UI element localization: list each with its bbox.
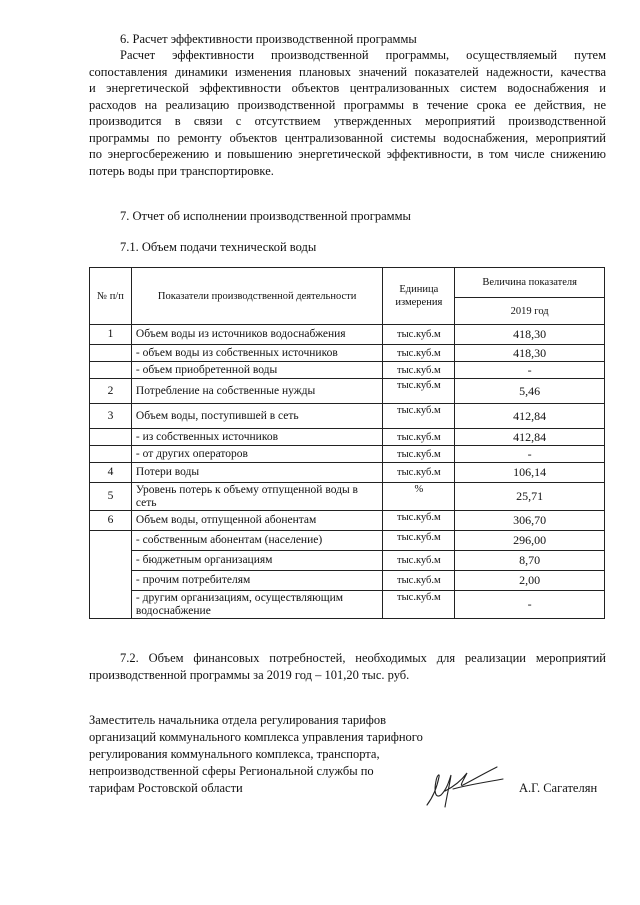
table-row: [90, 325, 605, 345]
row-value: 418,30: [455, 325, 605, 345]
header-year: 2019 год: [455, 298, 605, 325]
handwritten-signature: [423, 761, 505, 811]
row-value: 412,84: [455, 429, 605, 446]
row-num: [90, 429, 132, 446]
section7-2-line: производственной программы за 2019 год – 101,20 тыс. руб.: [89, 667, 410, 682]
section6-line: расходов на реализацию производственной программы в течение срока ее действия, не: [89, 97, 606, 112]
table-row: [90, 446, 605, 463]
row-unit: тыс.куб.м: [383, 404, 455, 429]
table-row: [90, 362, 605, 379]
row-value: -: [455, 591, 605, 619]
signer-position-line: организаций коммунального комплекса управления тарифного: [89, 730, 423, 744]
header-value-group: Величина показателя: [455, 268, 605, 298]
row-value: 412,84: [455, 404, 605, 429]
row-unit: тыс.куб.м: [383, 591, 455, 619]
signer-position-line: непроизводственной сферы Региональной службы по: [89, 764, 374, 778]
row-num: 2: [90, 379, 132, 404]
row-indicator: - от других операторов: [131, 446, 382, 463]
row-num: 6: [90, 511, 132, 531]
row-indicator: - объем воды из собственных источников: [131, 345, 382, 362]
table-row: [90, 591, 605, 619]
section6-line: производится в связи с отсутствием утвержденных мероприятий производственной: [89, 114, 606, 128]
row-unit: тыс.куб.м: [383, 531, 455, 551]
row-unit: %: [383, 483, 455, 511]
row-value: 8,70: [455, 551, 605, 571]
header-num: № п/п: [90, 268, 132, 325]
table-row: [90, 429, 605, 446]
row-indicator: Объем воды, поступившей в сеть: [131, 404, 382, 429]
section6-line: и энергетической эффективности объектов централизованных систем водоснабжения и: [89, 81, 606, 95]
row-num: 3: [90, 404, 132, 429]
row-indicator: - объем приобретенной воды: [131, 362, 382, 379]
water-supply-table: [89, 267, 605, 619]
table-row: [90, 483, 605, 511]
table-row: [90, 551, 605, 571]
row-indicator: Объем воды, отпущенной абонентам: [131, 511, 382, 531]
table-row: [90, 463, 605, 483]
row-unit: тыс.куб.м: [383, 551, 455, 571]
row-indicator: - прочим потребителям: [131, 571, 382, 591]
table-row: [90, 379, 605, 404]
row-indicator: Уровень потерь к объему отпущенной воды в сеть: [131, 483, 382, 511]
row-indicator: Потери воды: [131, 463, 382, 483]
row-num: [90, 531, 132, 619]
section7-1-heading: 7.1. Объем подачи технической воды: [120, 240, 317, 254]
row-num: [90, 446, 132, 463]
row-num: 5: [90, 483, 132, 511]
row-unit: тыс.куб.м: [383, 463, 455, 483]
row-value: 5,46: [455, 379, 605, 404]
row-value: -: [455, 362, 605, 379]
section6-line: Расчет эффективности производственной программы, осуществляемый путем: [120, 48, 606, 62]
row-unit: тыс.куб.м: [383, 379, 455, 404]
row-indicator: - другим организациям, осуществляющим водоснабжение: [131, 591, 382, 619]
row-num: 4: [90, 463, 132, 483]
row-unit: тыс.куб.м: [383, 446, 455, 463]
signer-position-line: тарифам Ростовской области: [89, 781, 243, 795]
row-unit: тыс.куб.м: [383, 571, 455, 591]
signer-name: А.Г. Сагателян: [519, 781, 598, 795]
row-indicator: - собственным абонентам (население): [131, 531, 382, 551]
row-indicator: Объем воды из источников водоснабжения: [131, 325, 382, 345]
row-value: 418,30: [455, 345, 605, 362]
row-unit: тыс.куб.м: [383, 511, 455, 531]
section6-heading: 6. Расчет эффективности производственной программы: [120, 32, 417, 46]
section6-line: программы по ремонту объектов централизованной системы водоснабжения, мероприятий: [89, 130, 606, 145]
row-unit: тыс.куб.м: [383, 345, 455, 362]
row-num: 1: [90, 325, 132, 345]
header-unit: Единица измерения: [383, 268, 455, 325]
row-indicator: - бюджетным организациям: [131, 551, 382, 571]
row-value: 296,00: [455, 531, 605, 551]
row-indicator: Потребление на собственные нужды: [131, 379, 382, 404]
section6-line: сопоставления динамики изменения плановых значений показателей надежности, качества: [89, 64, 606, 79]
row-value: 106,14: [455, 463, 605, 483]
section6-line: по энергосбережению и повышению энергетической эффективности, в том числе снижению: [89, 147, 606, 161]
header-indicator: Показатели производственной деятельности: [131, 268, 382, 325]
table-row: [90, 404, 605, 429]
table-row: [90, 531, 605, 551]
row-unit: тыс.куб.м: [383, 429, 455, 446]
row-value: -: [455, 446, 605, 463]
row-value: 25,71: [455, 483, 605, 511]
section7-2-line: 7.2. Объем финансовых потребностей, необходимых для реализации мероприятий: [120, 651, 606, 665]
table-row: [90, 345, 605, 362]
signer-position-line: Заместитель начальника отдела регулирования тарифов: [89, 713, 387, 727]
row-indicator: - из собственных источников: [131, 429, 382, 446]
section6-line: потерь воды при транспортировке.: [89, 163, 274, 178]
row-num: [90, 345, 132, 362]
row-value: 2,00: [455, 571, 605, 591]
table-row: [90, 571, 605, 591]
row-unit: тыс.куб.м: [383, 325, 455, 345]
row-num: [90, 362, 132, 379]
table-row: [90, 511, 605, 531]
row-unit: тыс.куб.м: [383, 362, 455, 379]
section7-heading: 7. Отчет об исполнении производственной программы: [120, 209, 411, 223]
signer-position-line: регулирования коммунального комплекса, транспорта,: [89, 747, 380, 761]
row-value: 306,70: [455, 511, 605, 531]
